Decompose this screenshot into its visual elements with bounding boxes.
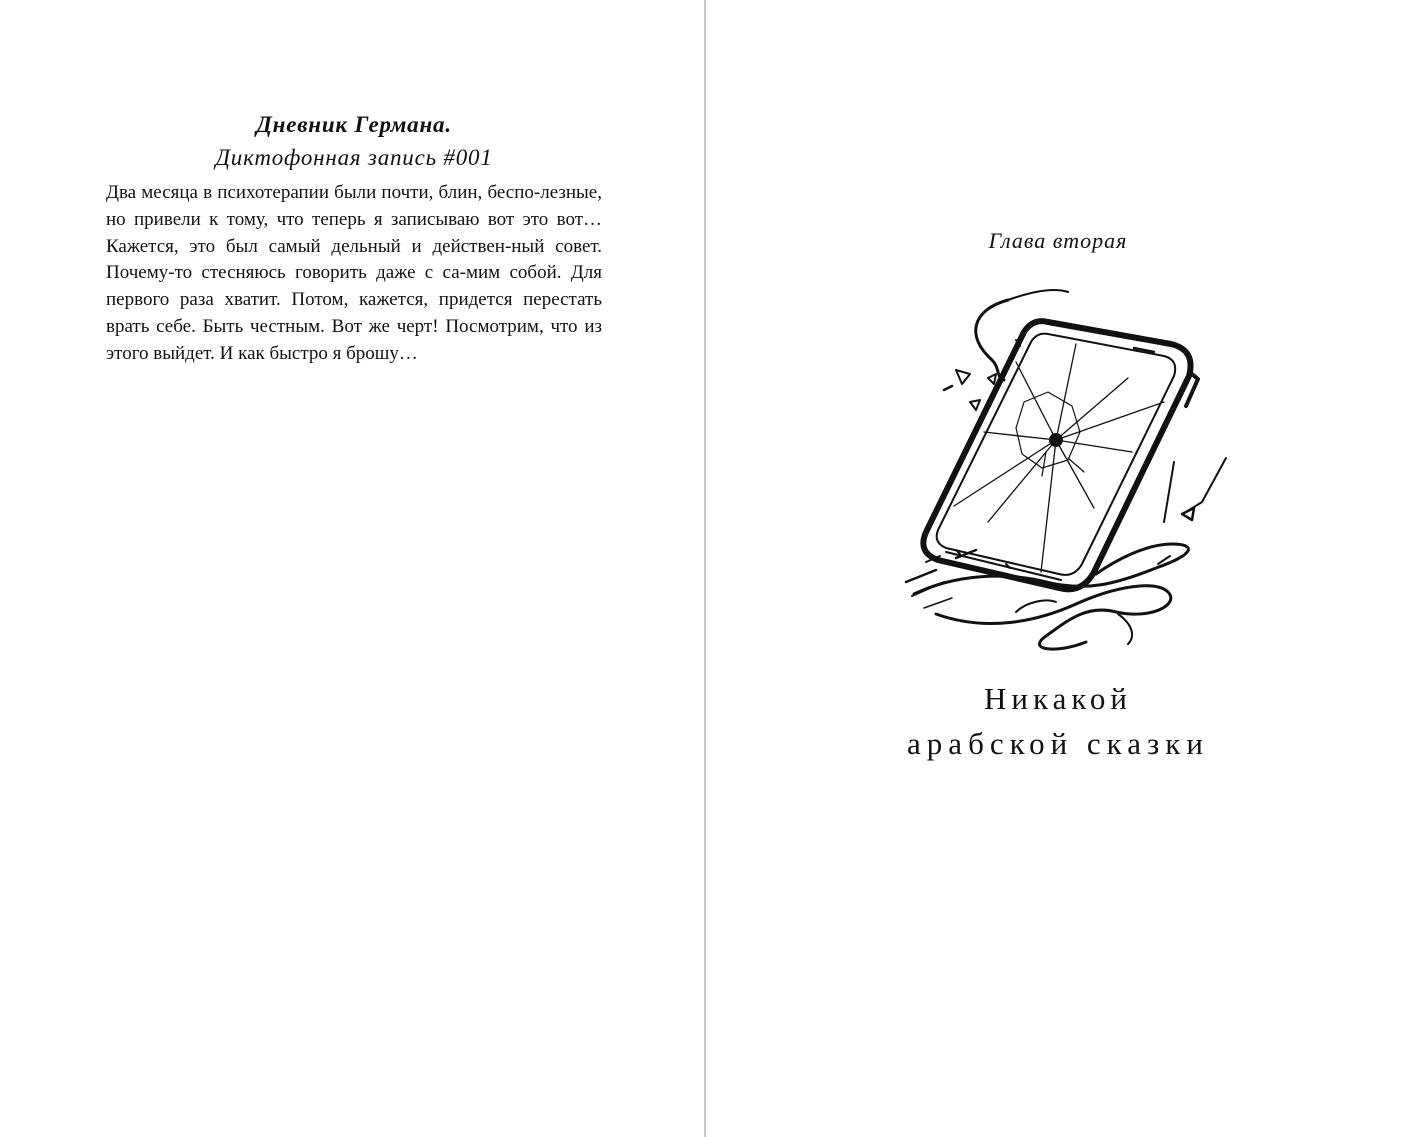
chapter-title — [706, 676, 1410, 766]
left-page — [0, 0, 704, 1137]
diary-heading — [106, 108, 602, 174]
diary-title: Дневник Германа. — [256, 112, 452, 137]
chapter-label: Глава вторая — [988, 228, 1128, 253]
diary-subtitle: Диктофонная запись #001 — [215, 145, 493, 170]
chapter-title-line1: Никакой — [984, 681, 1132, 716]
diary-body-text: Два месяца в психотерапии были почти, блин, беспо-лезные, но привели к тому, что теперь я записываю вот это вот… Кажется, это был самый дельный и действен-ный совет. Почему-то стесняюсь говорить даже с са-мим собой. Для первого раза хватит. Потом, кажется, придется перестать врать себе. Быть честным. Вот же черт! Посмотрим, что из этого выйдет. И как быстро я брошу… — [106, 182, 602, 364]
right-page — [706, 0, 1410, 1137]
chapter-title-line2: арабской сказки — [907, 726, 1209, 761]
cracked-smartphone-icon — [896, 282, 1236, 672]
